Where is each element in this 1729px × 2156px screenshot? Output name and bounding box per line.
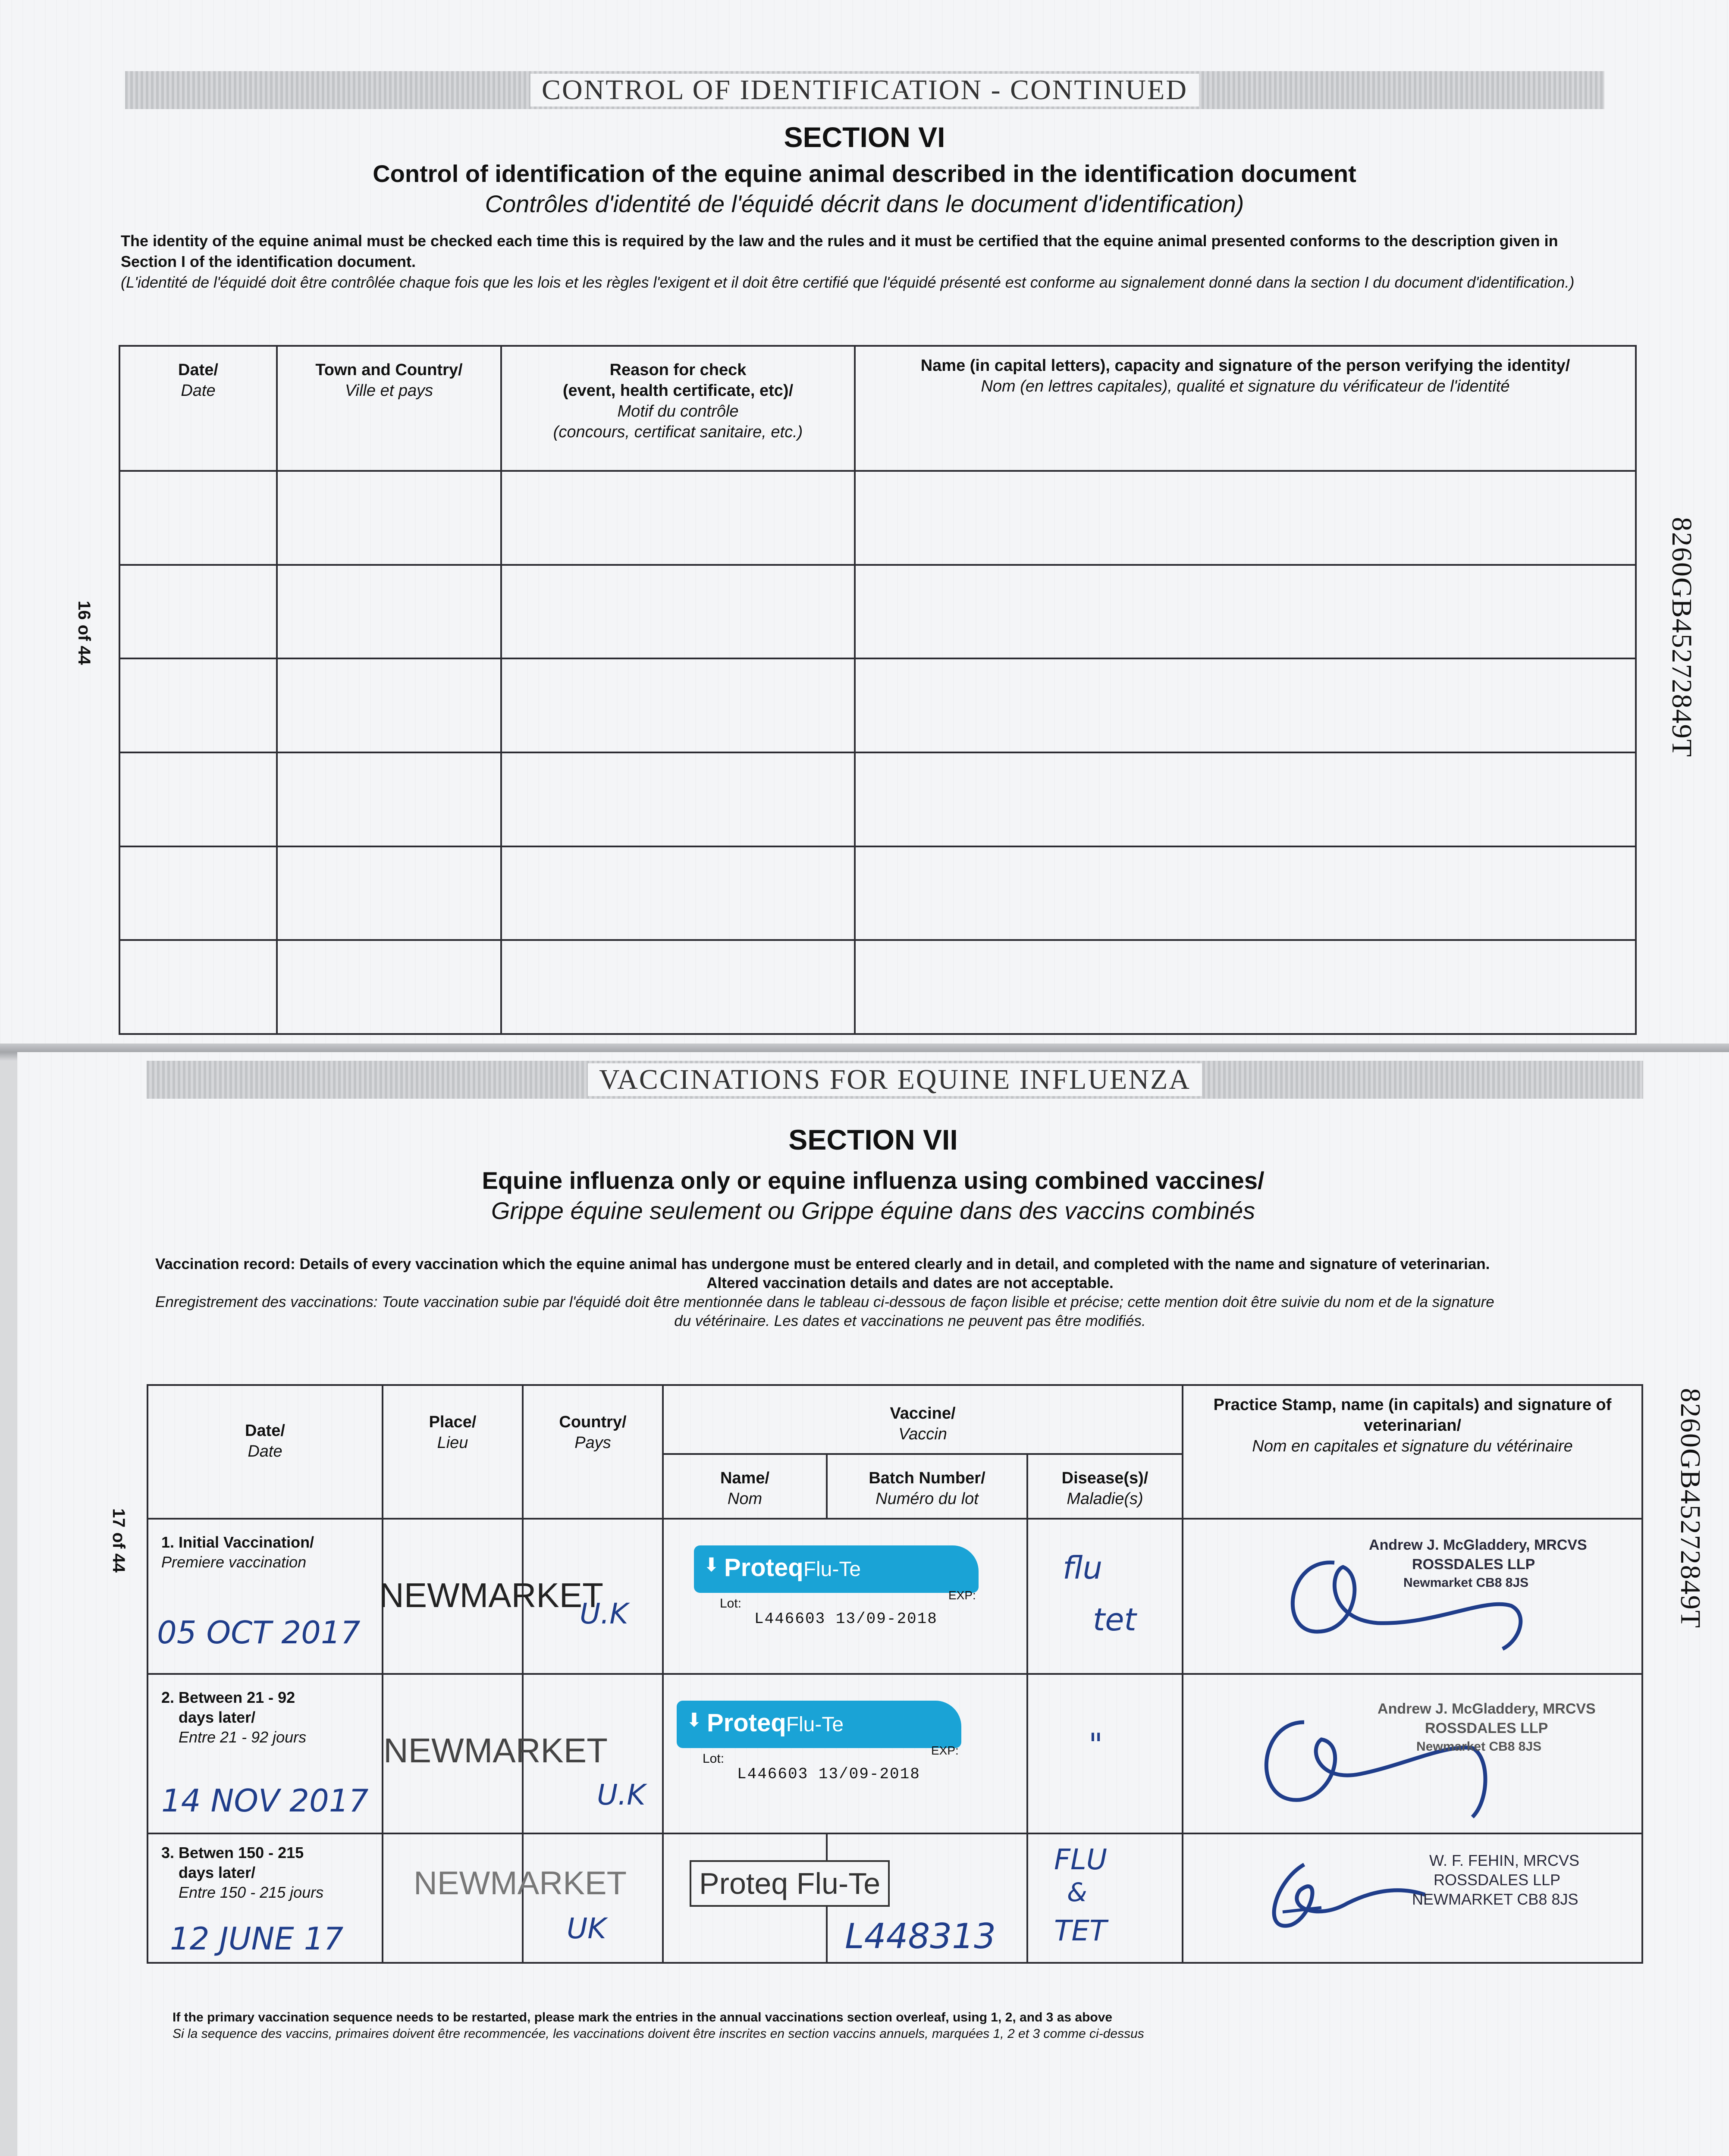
intro-en-2: Altered vaccination details and dates are not acceptable. <box>706 1275 1114 1291</box>
cell-disease[interactable] <box>1027 1674 1183 1833</box>
vaccine-sticker: ⬇ ProteqFlu-Te Lot: EXP: L446603 13/09-2018 <box>677 1701 961 1783</box>
intro-fr: (L'identité de l'équidé doit être contrôlée chaque fois que les lois et les règles l'exigent et il doit être certifié que l'équidé présenté est conforme au signalement donné dans la section I du document d'identification.) <box>121 273 1575 291</box>
cell-disease[interactable] <box>1027 1833 1183 1963</box>
cell-vet-stamp[interactable] <box>1183 1519 1642 1674</box>
cell-date[interactable] <box>119 658 277 752</box>
cell-reason[interactable] <box>501 846 855 940</box>
handwritten-date: 14 NOV 2017 <box>161 1783 369 1819</box>
cell-vaccine-label[interactable] <box>663 1674 1027 1833</box>
cell-town[interactable] <box>277 752 501 846</box>
table-row <box>119 658 1636 752</box>
handwritten-country: U.K <box>580 1597 628 1630</box>
handwritten-disease: & <box>1067 1877 1087 1908</box>
intro-en-1: Vaccination record: Details of every vaccination which the equine animal has undergone must be entered clearly and in detail, and completed with the name and signature of veterinarian. <box>155 1256 1490 1272</box>
table-row <box>119 846 1636 940</box>
cell-town[interactable] <box>277 565 501 659</box>
cell-reason[interactable] <box>501 940 855 1034</box>
cell-reason[interactable] <box>501 565 855 659</box>
banner-title: VACCINATIONS FOR EQUINE INFLUENZA <box>588 1063 1202 1096</box>
section-title: SECTION VI <box>784 121 945 153</box>
vet-practice: ROSSDALES LLP <box>1434 1871 1561 1889</box>
header-date: Date/ Date <box>119 346 277 471</box>
page-number: 16 of 44 <box>74 601 94 665</box>
subtitle-en: Equine influenza only or equine influenza using combined vaccines/ <box>482 1167 1265 1194</box>
place-stamp: NEWMARKET <box>379 1576 603 1614</box>
serial-number: 8260GB45272849T <box>1675 1388 1706 1629</box>
cell-date[interactable] <box>119 471 277 565</box>
intro-fr-2: du vétérinaire. Les dates et vaccinations ne peuvent pas être modifiés. <box>674 1313 1146 1329</box>
header-date: Date/ Date <box>147 1385 383 1519</box>
header-batch: Batch Number/ Numéro du lot <box>827 1454 1027 1519</box>
vet-practice: ROSSDALES LLP <box>1412 1556 1535 1573</box>
handwritten-date: 05 OCT 2017 <box>157 1614 361 1651</box>
cell-reason[interactable] <box>501 658 855 752</box>
cell-town[interactable] <box>277 658 501 752</box>
vet-address: Newmarket CB8 8JS <box>1403 1576 1529 1590</box>
header-stamp: Practice Stamp, name (in capitals) and signature of veterinarian/ Nom en capitales et signature du vétérinaire <box>1183 1385 1642 1519</box>
cell-vaccine-name[interactable] <box>663 1833 881 1963</box>
cell-name[interactable] <box>855 752 1636 846</box>
section-title: SECTION VII <box>788 1124 958 1156</box>
cell-vet-stamp[interactable] <box>1183 1674 1642 1833</box>
cell-town[interactable] <box>277 846 501 940</box>
subtitle-en: Control of identification of the equine animal described in the identification document <box>373 160 1356 187</box>
cell-name[interactable] <box>855 565 1636 659</box>
header-town: Town and Country/ Ville et pays <box>277 346 501 471</box>
cell-disease[interactable] <box>1027 1519 1183 1674</box>
cell-date[interactable]: 1. Initial Vaccination/ Premiere vaccination 05 OCT 2017 <box>147 1519 383 1674</box>
table-row <box>119 752 1636 846</box>
vet-practice: ROSSDALES LLP <box>1425 1720 1548 1736</box>
table-row <box>119 471 1636 565</box>
section-banner <box>125 71 1604 109</box>
cell-country[interactable] <box>523 1833 663 1963</box>
cell-country[interactable] <box>523 1674 663 1833</box>
header-country: Country/ Pays <box>523 1385 663 1519</box>
intro-fr-1: Enregistrement des vaccinations: Toute vaccination subie par l'équidé doit être mentionnée dans le tableau ci-dessous de façon lisible et précise; cette mention doit être suivie du nom et de la signature <box>155 1294 1494 1310</box>
header-vaccine: Vaccine/ Vaccin <box>663 1385 1183 1454</box>
cell-vaccine-label[interactable] <box>663 1519 1027 1674</box>
handwritten-country: U.K <box>597 1778 646 1811</box>
handwritten-batch: L448313 <box>845 1916 996 1956</box>
cell-reason[interactable] <box>501 752 855 846</box>
header-name: Name (in capital letters), capacity and signature of the person verifying the identity/ Nom (en lettres capitales), qualité et signature du vérificateur de l'identité <box>855 346 1636 471</box>
cell-name[interactable] <box>855 846 1636 940</box>
vet-name: Andrew J. McGladdery, MRCVS <box>1378 1701 1596 1717</box>
intro-paragraph <box>121 231 1600 293</box>
vaccination-row-3 <box>147 1833 1642 1963</box>
header-reason: Reason for check (event, health certificate, etc)/ Motif du contrôle (concours, certificat sanitaire, etc.) <box>501 346 855 471</box>
cell-town[interactable] <box>277 940 501 1034</box>
handwritten-disease: flu <box>1063 1550 1103 1586</box>
handwritten-disease: TET <box>1054 1914 1107 1947</box>
cell-date[interactable] <box>119 565 277 659</box>
cell-reason[interactable] <box>501 471 855 565</box>
header-place: Place/ Lieu <box>383 1385 523 1519</box>
handwritten-disease: " <box>1089 1727 1103 1763</box>
vaccination-table <box>147 1384 1643 1964</box>
cell-date[interactable]: 2. Between 21 - 92 days later/ Entre 21 - 92 jours 14 NOV 2017 <box>147 1674 383 1833</box>
cell-name[interactable] <box>855 658 1636 752</box>
vet-address: NEWMARKET CB8 8JS <box>1412 1890 1578 1908</box>
footnote-fr: Si la sequence des vaccins, primaires doivent être recommencée, les vaccinations doivent être inscrites en section vaccins annuels, marquées 1, 2 et 3 comme ci-dessus <box>173 2027 1144 2041</box>
handwritten-disease: FLU <box>1054 1843 1108 1876</box>
page-16 <box>0 0 1729 1052</box>
vaccine-sticker: ⬇ ProteqFlu-Te Lot: EXP: L446603 13/09-2018 <box>694 1545 979 1627</box>
intro-en: The identity of the equine animal must be checked each time this is required by the law and the rules and it must be certified that the equine animal presented conforms to the description given in Section I of the identification document. <box>121 232 1558 270</box>
vaccine-name-stamp: Proteq Flu-Te <box>690 1860 890 1907</box>
vet-name: Andrew J. McGladdery, MRCVS <box>1369 1537 1587 1553</box>
handwritten-date: 12 JUNE 17 <box>170 1921 344 1957</box>
cell-date[interactable] <box>119 752 277 846</box>
cell-town[interactable] <box>277 471 501 565</box>
page-17 <box>17 1052 1729 2156</box>
banner-title: CONTROL OF IDENTIFICATION - CONTINUED <box>530 74 1199 107</box>
intro-paragraph <box>155 1255 1665 1331</box>
identification-table <box>119 345 1637 1035</box>
cell-name[interactable] <box>855 471 1636 565</box>
cell-date[interactable] <box>119 940 277 1034</box>
header-disease: Disease(s)/ Maladie(s) <box>1027 1454 1183 1519</box>
cell-date[interactable] <box>119 846 277 940</box>
vet-address: Newmarket CB8 8JS <box>1416 1739 1542 1754</box>
header-vaccine-name: Name/ Nom <box>663 1454 827 1519</box>
subtitle-fr: Contrôles d'identité de l'équidé décrit dans le document d'identification) <box>485 190 1244 217</box>
section-banner <box>147 1061 1643 1099</box>
arrow-icon: ⬇ <box>703 1554 719 1576</box>
cell-batch[interactable] <box>827 1833 1027 1963</box>
footnote <box>173 2009 1639 2042</box>
cell-vet-stamp[interactable] <box>1183 1833 1642 1963</box>
place-stamp: NEWMARKET <box>414 1865 627 1902</box>
subtitle-fr: Grippe équine seulement ou Grippe équine dans des vaccins combinés <box>491 1197 1255 1224</box>
cell-name[interactable] <box>855 940 1636 1034</box>
page-number: 17 of 44 <box>109 1508 128 1573</box>
footnote-en: If the primary vaccination sequence needs to be restarted, please mark the entries in the annual vaccinations section overleaf, using 1, 2, and 3 as above <box>173 2010 1113 2024</box>
cell-country[interactable] <box>523 1519 663 1674</box>
table-row <box>119 565 1636 659</box>
handwritten-disease: tet <box>1093 1601 1136 1638</box>
place-stamp: NEWMARKET <box>383 1731 608 1770</box>
handwritten-country: UK <box>567 1912 606 1945</box>
cell-place[interactable] <box>383 1674 608 1833</box>
serial-number: 8260GB45272849T <box>1666 517 1698 758</box>
vet-name: W. F. FEHIN, MRCVS <box>1429 1852 1580 1869</box>
cell-place[interactable] <box>379 1519 603 1674</box>
vaccination-row-1 <box>147 1519 1642 1674</box>
arrow-icon: ⬇ <box>686 1710 702 1731</box>
table-row <box>119 940 1636 1034</box>
vaccination-row-2 <box>147 1674 1642 1833</box>
cell-date[interactable]: 3. Betwen 150 - 215 days later/ Entre 150 - 215 jours 12 JUNE 17 <box>147 1833 383 1963</box>
